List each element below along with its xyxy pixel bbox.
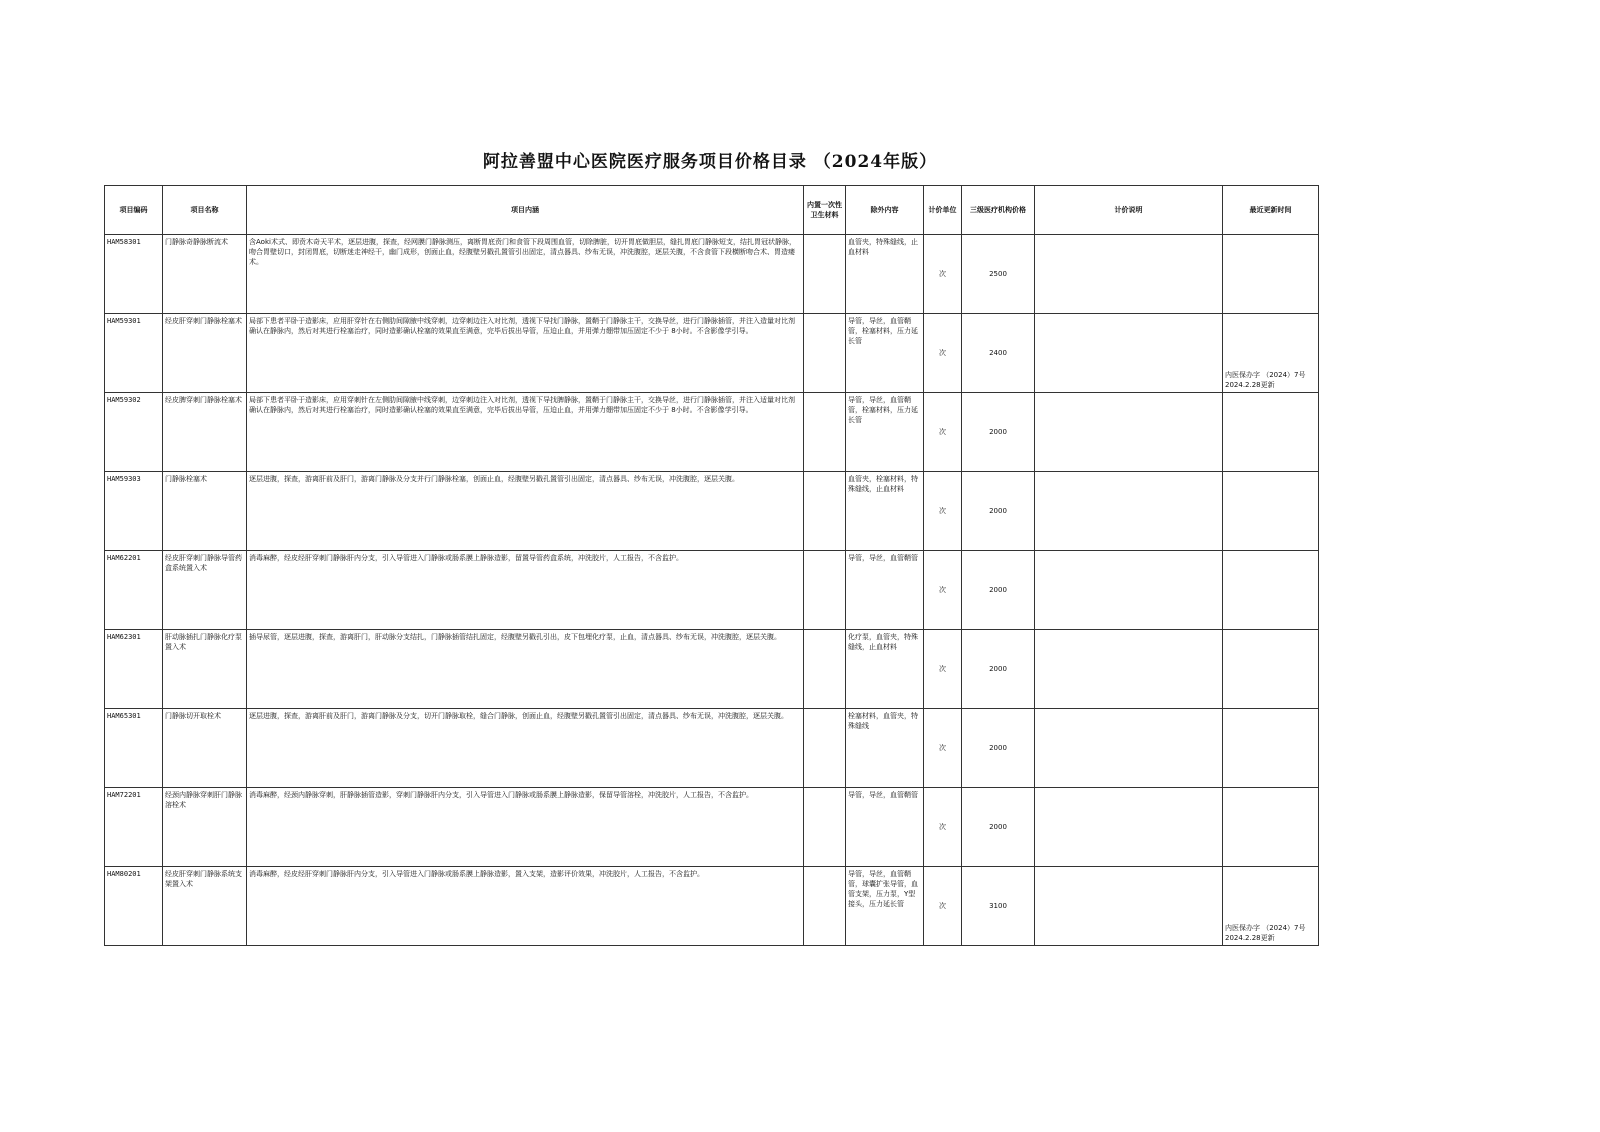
cell-consumables	[804, 867, 846, 946]
cell-name: 肝动脉插扎门静脉化疗泵置入术	[163, 630, 247, 709]
header-content: 项目内涵	[247, 186, 804, 235]
cell-price: 2000	[962, 393, 1035, 472]
cell-note	[1035, 472, 1223, 551]
cell-price: 3100	[962, 867, 1035, 946]
cell-code: HAM58301	[105, 235, 163, 314]
cell-updated	[1223, 630, 1319, 709]
cell-updated	[1223, 788, 1319, 867]
table-row	[105, 551, 1319, 630]
cell-note	[1035, 867, 1223, 946]
cell-updated	[1223, 551, 1319, 630]
cell-content: 逐层进腹，探查，游离肝前及肝门，游离门静脉及分支，切开门静脉取栓，缝合门静脉，创面止血，经腹壁另戳孔置管引出固定，清点器具、纱布无误，冲洗腹腔，逐层关腹。	[247, 709, 804, 788]
table-row	[105, 788, 1319, 867]
cell-unit: 次	[924, 630, 962, 709]
cell-price: 2000	[962, 551, 1035, 630]
cell-exclusions: 导管，导丝，血管鞘管	[846, 788, 924, 867]
table-row	[105, 867, 1319, 946]
table-row	[105, 314, 1319, 393]
cell-content: 消毒麻醉，经皮经肝穿刺门静脉肝内分支，引入导管进入门静脉或肠系膜上静脉造影，置入支架，造影评价效果，冲洗胶片，人工报告，不含监护。	[247, 867, 804, 946]
cell-content: 含Aoki术式、即贲木奇天平术，逐层进腹，探查，经网膜门静脉测压，离断胃底贲门和食管下段周围血管，切除脾脏，切开胃底做胆层，缝扎胃底门静脉短支，结扎胃冠状静脉，吻合胃壁切口，封闭胃底，切断迷走神经干，幽门成形，创面止血，经腹壁另戳孔置管引出固定，清点器具、纱布无误，冲洗腹腔，逐层关腹，不含食管下段横断吻合术、胃造瘘术。	[247, 235, 804, 314]
cell-unit: 次	[924, 314, 962, 393]
cell-content: 局部下患者平卧于造影床，应用穿刺针在左侧肋间隙腋中线穿刺，边穿刺边注入对比剂，透视下导找脾静脉，置鞘于门静脉主干，交换导丝，进行门静脉插管，并注入适量对比剂确认在静脉内，然后对其进行栓塞治疗，同时造影确认栓塞的效果直至满意，完毕后拔出导管，压迫止血，并用弹力绷带加压固定不少于 8小时。不含影像学引导。	[247, 393, 804, 472]
cell-code: HAM80201	[105, 867, 163, 946]
cell-updated	[1223, 472, 1319, 551]
header-code: 项目编码	[105, 186, 163, 235]
cell-name: 门静脉栓塞术	[163, 472, 247, 551]
cell-consumables	[804, 788, 846, 867]
cell-exclusions: 化疗泵，血管夹，特殊缝线，止血材料	[846, 630, 924, 709]
header-updated: 最近更新时间	[1223, 186, 1319, 235]
header-exclusions: 除外内容	[846, 186, 924, 235]
table-row	[105, 630, 1319, 709]
cell-consumables	[804, 235, 846, 314]
cell-updated: 内医保办字 （2024）7号 2024.2.28更新	[1223, 867, 1319, 946]
cell-updated	[1223, 393, 1319, 472]
cell-name: 经皮脾穿刺门静脉栓塞术	[163, 393, 247, 472]
cell-price: 2000	[962, 472, 1035, 551]
price-table	[104, 185, 1319, 946]
cell-consumables	[804, 472, 846, 551]
cell-exclusions: 栓塞材料，血管夹，特殊缝线	[846, 709, 924, 788]
cell-exclusions: 导管，导丝，血管鞘管，栓塞材料，压力延长管	[846, 393, 924, 472]
cell-exclusions: 导管，导丝，血管鞘管	[846, 551, 924, 630]
cell-content: 插导尿管，逐层进腹，探查，游离肝门，肝动脉分支结扎，门静脉插管结扎固定，经腹壁另戳孔引出，皮下包埋化疗泵，止血，清点器具、纱布无误，冲洗腹腔，逐层关腹。	[247, 630, 804, 709]
table-row	[105, 709, 1319, 788]
cell-consumables	[804, 709, 846, 788]
cell-code: HAM62301	[105, 630, 163, 709]
cell-name: 经皮肝穿刺门静脉系统支架置入术	[163, 867, 247, 946]
header-note: 计价说明	[1035, 186, 1223, 235]
cell-name: 经皮肝穿刺门静脉导管药盒系统置入术	[163, 551, 247, 630]
cell-code: HAM59302	[105, 393, 163, 472]
cell-updated: 内医保办字 （2024）7号 2024.2.28更新	[1223, 314, 1319, 393]
header-name: 项目名称	[163, 186, 247, 235]
header-price: 三级医疗机构价格	[962, 186, 1035, 235]
cell-consumables	[804, 393, 846, 472]
cell-code: HAM72201	[105, 788, 163, 867]
cell-note	[1035, 551, 1223, 630]
cell-consumables	[804, 314, 846, 393]
cell-code: HAM65301	[105, 709, 163, 788]
cell-unit: 次	[924, 551, 962, 630]
table-row	[105, 235, 1319, 314]
cell-content: 逐层进腹，探查，游离肝前及肝门，游离门静脉及分支并行门静脉栓塞，创面止血，经腹壁另戳孔置管引出固定，清点器具、纱布无误，冲洗腹腔，逐层关腹。	[247, 472, 804, 551]
cell-updated	[1223, 235, 1319, 314]
cell-name: 经颈内静脉穿刺肝门静脉溶栓术	[163, 788, 247, 867]
header-unit: 计价单位	[924, 186, 962, 235]
cell-exclusions: 导管，导丝，血管鞘管，球囊扩张导管，血管支架，压力泵，Y型接头，压力延长管	[846, 867, 924, 946]
cell-exclusions: 血管夹，特殊缝线，止血材料	[846, 235, 924, 314]
cell-note	[1035, 235, 1223, 314]
cell-content: 局部下患者平卧于造影床，应用肝穿针在右侧肋间隙腋中线穿刺，边穿刺边注入对比剂，透视下导找门静脉，置鞘于门静脉主干，交换导丝，进行门静脉插管，并注入造量对比剂确认在静脉内，然后对其进行栓塞治疗，同时造影确认栓塞的效果直至满意，完毕后拔出导管，压迫止血，并用弹力绷带加压固定不少于 8小时。不含影像学引导。	[247, 314, 804, 393]
cell-code: HAM62201	[105, 551, 163, 630]
cell-note	[1035, 630, 1223, 709]
cell-unit: 次	[924, 235, 962, 314]
cell-content: 消毒麻醉，经颈内静脉穿刺，肝静脉插管造影，穿刺门静脉肝内分支，引入导管进入门静脉或肠系膜上静脉造影，保留导管溶栓，冲洗胶片，人工报告，不含监护。	[247, 788, 804, 867]
header-consumables: 内置一次性卫生材料	[804, 186, 846, 235]
cell-unit: 次	[924, 472, 962, 551]
cell-note	[1035, 393, 1223, 472]
cell-code: HAM59303	[105, 472, 163, 551]
cell-price: 2000	[962, 709, 1035, 788]
cell-name: 门静脉奇静脉断流术	[163, 235, 247, 314]
cell-note	[1035, 788, 1223, 867]
cell-price: 2400	[962, 314, 1035, 393]
cell-exclusions: 血管夹，栓塞材料，特殊缝线，止血材料	[846, 472, 924, 551]
cell-updated	[1223, 709, 1319, 788]
cell-name: 门静脉切开取栓术	[163, 709, 247, 788]
cell-exclusions: 导管，导丝，血管鞘管，栓塞材料，压力延长管	[846, 314, 924, 393]
table-row	[105, 393, 1319, 472]
cell-price: 2000	[962, 630, 1035, 709]
cell-unit: 次	[924, 867, 962, 946]
cell-consumables	[804, 630, 846, 709]
cell-unit: 次	[924, 393, 962, 472]
cell-code: HAM59301	[105, 314, 163, 393]
cell-consumables	[804, 551, 846, 630]
table-header-row	[105, 186, 1319, 235]
cell-price: 2000	[962, 788, 1035, 867]
page-title: 阿拉善盟中心医院医疗服务项目价格目录 （2024年版）	[482, 152, 938, 172]
table-row	[105, 472, 1319, 551]
cell-unit: 次	[924, 709, 962, 788]
cell-name: 经皮肝穿刺门静脉栓塞术	[163, 314, 247, 393]
cell-price: 2500	[962, 235, 1035, 314]
cell-note	[1035, 709, 1223, 788]
cell-note	[1035, 314, 1223, 393]
cell-unit: 次	[924, 788, 962, 867]
cell-content: 消毒麻醉，经皮经肝穿刺门静脉肝内分支，引入导管进入门静脉或肠系膜上静脉造影，留置导管药盒系统，冲洗胶片，人工报告，不含监护。	[247, 551, 804, 630]
